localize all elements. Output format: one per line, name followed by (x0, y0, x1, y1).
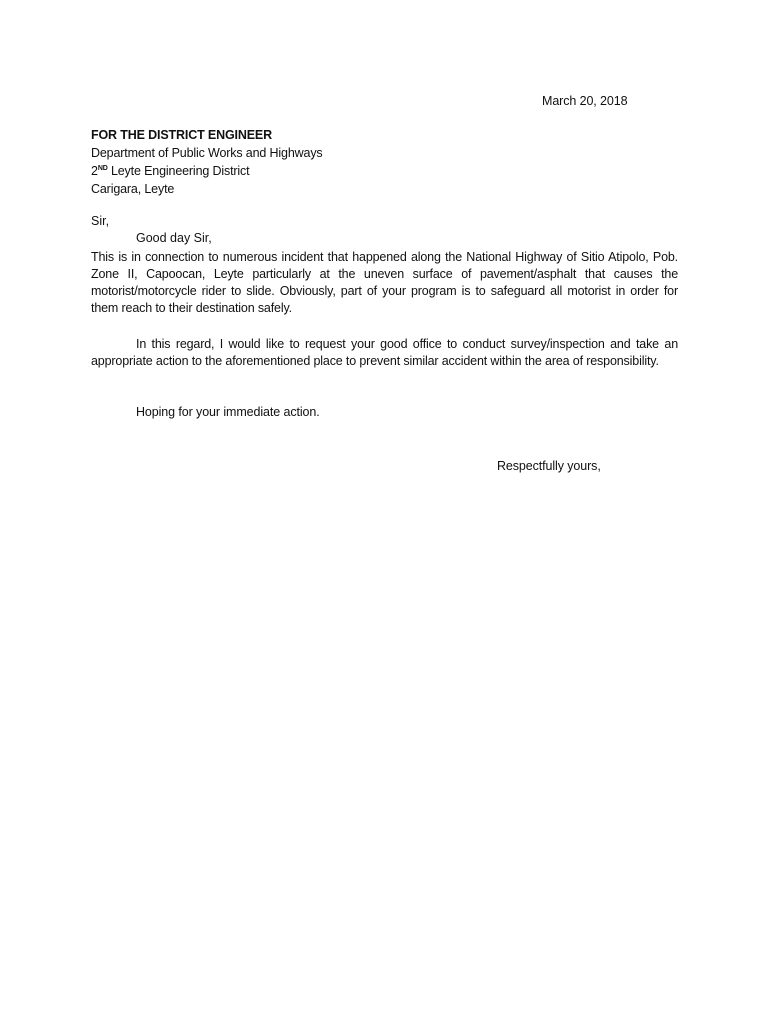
recipient-department: Department of Public Works and Highways (91, 146, 323, 160)
greeting: Good day Sir, (136, 231, 212, 245)
body-paragraph-1 (91, 249, 678, 317)
district-ordinal: ND (97, 165, 108, 172)
paragraph1-part2: that causes the motorist/motorcycle rider to slide. Obviously, part of your program is to safeguard all motorist in order for them reach to their destination safely. (91, 267, 679, 315)
salutation: Sir, (91, 214, 110, 228)
district-rest: Leyte Engineering District (107, 164, 250, 178)
hoping-line: Hoping for your immediate action. (136, 405, 320, 419)
district-number: 2 (91, 164, 98, 178)
recipient-district (91, 162, 323, 180)
recipient-block (91, 126, 323, 198)
recipient-address: Carigara, Leyte (91, 182, 175, 196)
paragraph1-part1: This is in connection to numerous incident that happened along the National Highway of Sitio Atipolo, Pob. Zone II, Capoocan, Leyte particularly at the (91, 250, 678, 281)
letter-date: March 20, 2018 (542, 94, 628, 108)
recipient-title: FOR THE DISTRICT ENGINEER (91, 128, 272, 142)
closing-line: Respectfully yours, (497, 459, 601, 473)
body-paragraph-2: In this regard, I would like to request your good office to conduct survey/inspection and take an appropriate action to the aforementioned place to prevent similar accident within the area of responsibility. (91, 337, 678, 368)
paragraph1-emphasis: uneven surface of pavement/asphalt (363, 267, 577, 281)
